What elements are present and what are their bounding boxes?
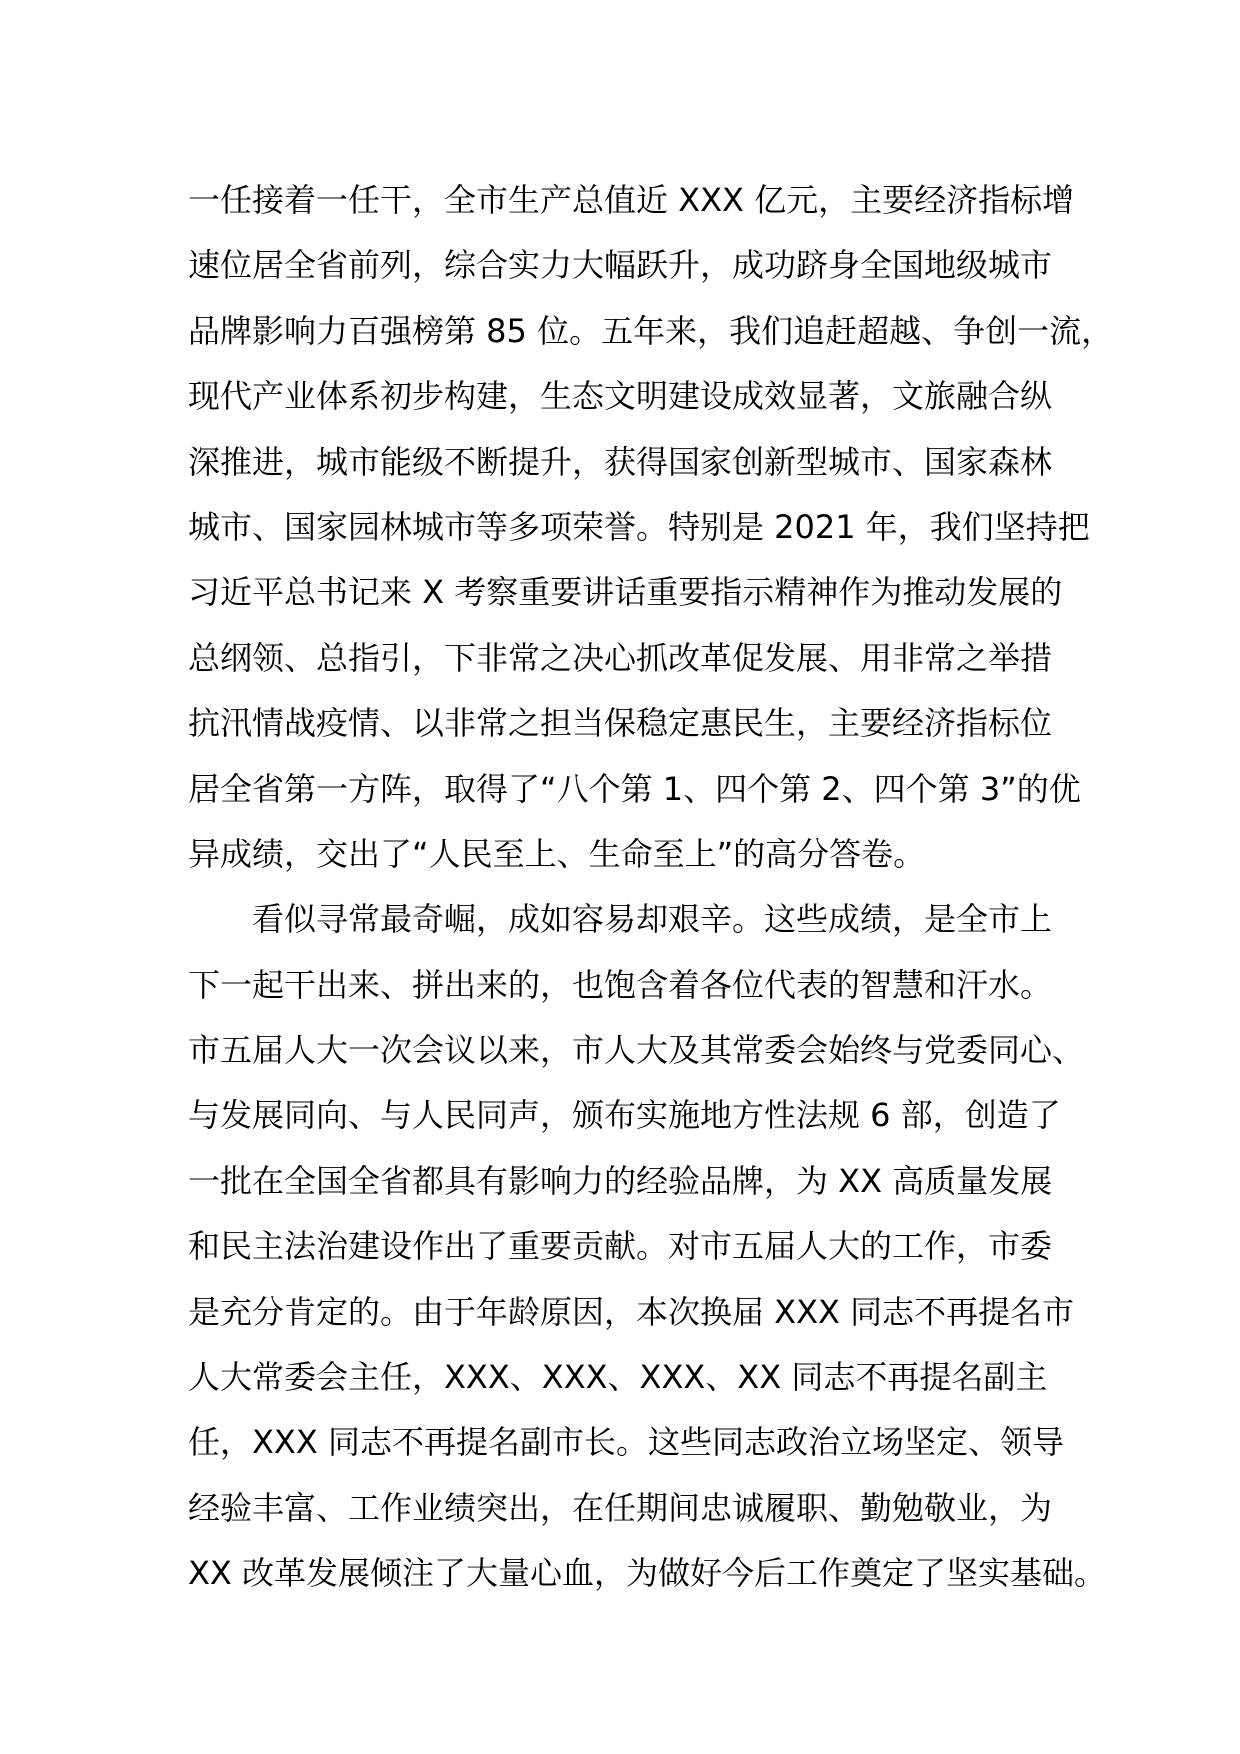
paragraph-start-line: 看似寻常最奇崛，成如容易却艰辛。这些成绩，是全市上 xyxy=(252,900,1053,939)
text-line: 是充分肯定的。由于年龄原因，本次换届 XXX 同志不再提名市 xyxy=(188,1292,1075,1331)
text-line: 习近平总书记来 X 考察重要讲话重要指示精神作为推动发展的 xyxy=(188,573,1063,612)
text-line: 居全省第一方阵，取得了“八个第 1、四个第 2、四个第 3”的优 xyxy=(188,769,1081,808)
text-line: XX 改革发展倾注了大量心血，为做好今后工作奠定了坚实基础。 xyxy=(188,1554,1107,1593)
document-body xyxy=(188,168,1114,1607)
text-line: 下一起干出来、拼出来的，也饱含着各位代表的智慧和汗水。 xyxy=(188,965,1053,1004)
text-line: 一批在全国全省都具有影响力的经验品牌，为 XX 高质量发展 xyxy=(188,1161,1053,1200)
text-line: 经验丰富、工作业绩突出，在任期间忠诚履职、勤勉敬业，为 xyxy=(188,1488,1053,1527)
text-line: 异成绩，交出了“人民至上、生命至上”的高分答卷。 xyxy=(188,834,926,873)
text-line: 城市、国家园林城市等多项荣誉。特别是 2021 年，我们坚持把 xyxy=(188,507,1090,546)
text-line: 品牌影响力百强榜第 85 位。五年来，我们追赶超越、争创一流， xyxy=(188,311,1114,350)
text-line: 人大常委会主任，XXX、XXX、XXX、XX 同志不再提名副主 xyxy=(188,1358,1048,1397)
text-line: 一任接着一任干，全市生产总值近 XXX 亿元，主要经济指标增 xyxy=(188,181,1075,219)
text-line: 和民主法治建设作出了重要贡献。对市五届人大的工作，市委 xyxy=(188,1227,1053,1266)
text-line: 与发展同向、与人民同声，颁布实施地方性法规 6 部，创造了 xyxy=(188,1096,1061,1135)
text-line: 抗汛情战疫情、以非常之担当保稳定惠民生，主要经济指标位 xyxy=(188,704,1053,743)
text-line: 深推进，城市能级不断提升，获得国家创新型城市、国家森林 xyxy=(188,442,1053,481)
text-line: 总纲领、总指引，下非常之决心抓改革促发展、用非常之举措 xyxy=(188,638,1053,677)
text-line: 现代产业体系初步构建，生态文明建设成效显著，文旅融合纵 xyxy=(188,377,1053,416)
text-line: 速位居全省前列，综合实力大幅跃升，成功跻身全国地级城市 xyxy=(188,246,1053,285)
text-line: 市五届人大一次会议以来，市人大及其常委会始终与党委同心、 xyxy=(188,1031,1085,1070)
text-line: 任，XXX 同志不再提名副市长。这些同志政治立场坚定、领导 xyxy=(188,1423,1064,1462)
